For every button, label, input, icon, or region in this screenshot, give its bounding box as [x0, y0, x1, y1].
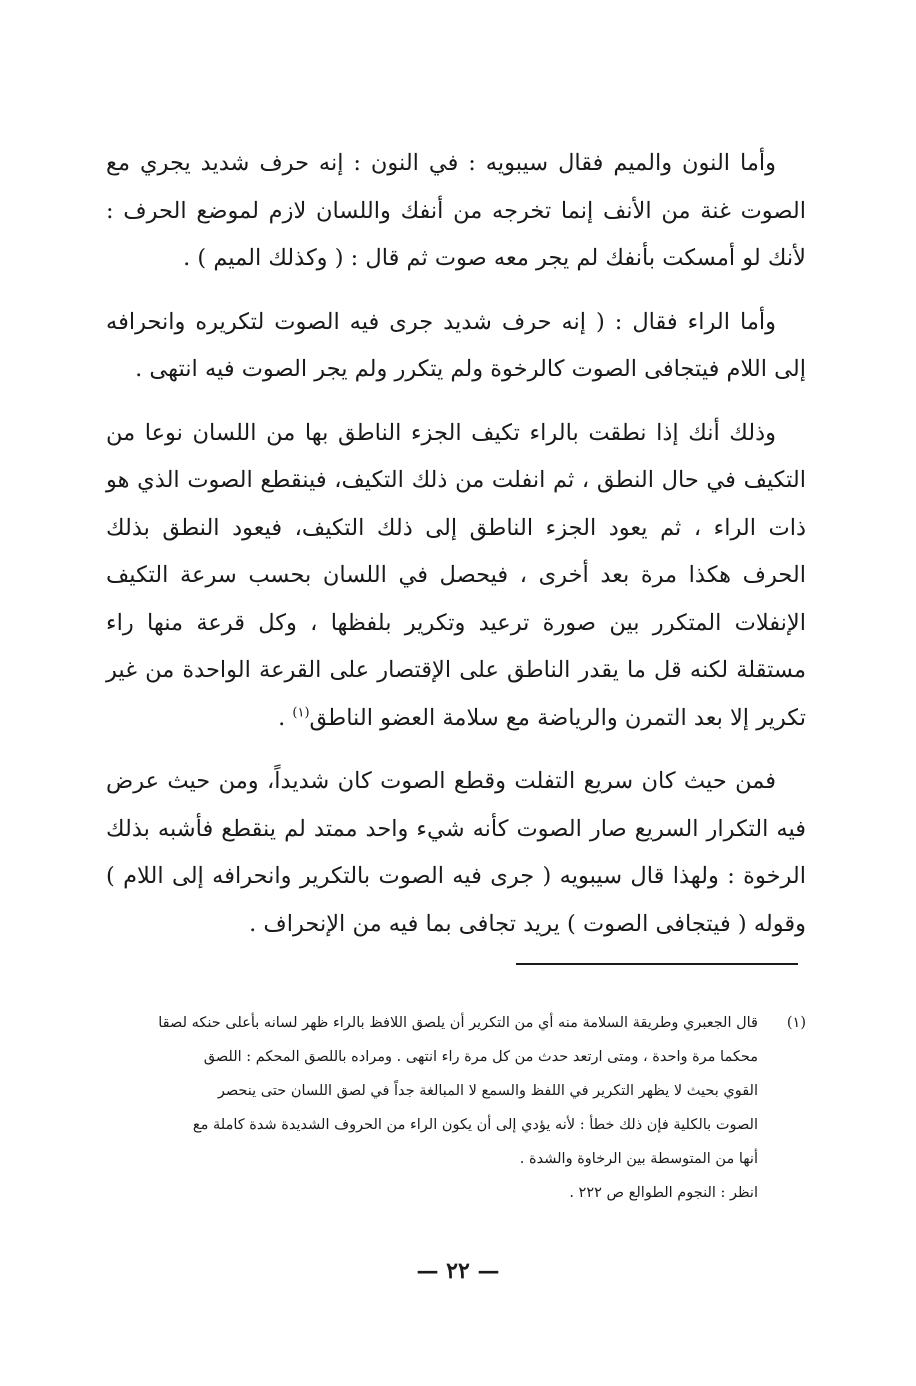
footnote-line: أنها من المتوسطة بين الرخاوة والشدة . [519, 1151, 758, 1167]
footnote-line: قال الجعبري وطريقة السلامة منه أي من التكرير أن يلصق اللافظ بالراء ظهر لسانه بأعلى حنكه لصقا [158, 1015, 758, 1031]
paragraph-ra-explanation-end: . [278, 704, 293, 731]
paragraph-shiddah: فمن حيث كان سريع التفلت وقطع الصوت كان شديداً، ومن حيث عرض فيه التكرار السريع صار الصوت كأنه شيء واحد ممتد لم ينقطع فأشبه بذلك الرخوة : ولهذا قال سيبويه ( جرى فيه الصوت بالتكرير وانحرافه إلى اللام ) وقوله ( فيتجافى الصوت ) يريد تجافى بما فيه من الإنحراف . [106, 768, 806, 937]
paragraph-ra-explanation [106, 410, 806, 743]
footnotes [106, 1006, 806, 1210]
main-text [106, 140, 806, 964]
footnote-reference[interactable]: (١) [292, 705, 310, 720]
footnote-marker: (١) [786, 1015, 806, 1031]
footnote-source-reference: انظر : النجوم الطوالع ص ٢٢٢ . [569, 1185, 758, 1201]
paragraph-ra-explanation-text: وذلك أنك إذا نطقت بالراء تكيف الجزء الناطق بها من اللسان نوعا من التكيف في حال النطق ، ثم انفلت من ذلك التكيف، فينقطع الصوت الذي هو ذات الراء ، ثم يعود الجزء الناطق إلى ذلك التكيف، فيعود النطق بذلك الحرف هكذا مرة بعد أخرى ، فيحصل في اللسان بحسب سرعة التكيف الإنفلات المتكرر بين صورة ترعيد وتكرير بلفظها ، وكل قرعة منها راء مستقلة لكنه قل ما يقدر الناطق على الإقتصار على القرعة الواحدة من غير تكرير إلا بعد التمرن والرياضة مع سلامة العضو الناطق [106, 419, 806, 731]
footnote-1 [106, 1006, 806, 1210]
paragraph-nun-mim: وأما النون والميم فقال سيبويه : في النون : إنه حرف شديد يجري مع الصوت غنة من الأنف إنما تخرجه من أنفك واللسان لازم لموضع الحرف : لأنك لو أمسكت بأنفك لم يجر معه صوت ثم قال : ( وكذلك الميم ) . [106, 150, 806, 271]
paragraph-ra: وأما الراء فقال : ( إنه حرف شديد جرى فيه الصوت لتكريره وانحرافه إلى اللام فيتجافى الصوت كالرخوة ولم يتكرر ولم يجر الصوت فيه انتهى . [106, 308, 806, 382]
footnote-line: محكما مرة واحدة ، ومتى ارتعد حدث من كل مرة راء انتهى . ومراده باللصق المحكم : اللصق [203, 1049, 758, 1065]
footnote-body [106, 1006, 766, 1210]
footnote-divider [516, 963, 798, 965]
page-number: — ٢٢ — [416, 1258, 500, 1284]
footnote-line: الصوت بالكلية فإن ذلك خطأ : لأنه يؤدي إلى أن يكون الراء من الحروف الشديدة شدة كاملة مع [192, 1117, 758, 1133]
footnote-line: القوي بحيث لا يظهر التكرير في اللفظ والسمع لا المبالغة جداً في لصق اللسان حتى ينحصر [217, 1083, 758, 1099]
